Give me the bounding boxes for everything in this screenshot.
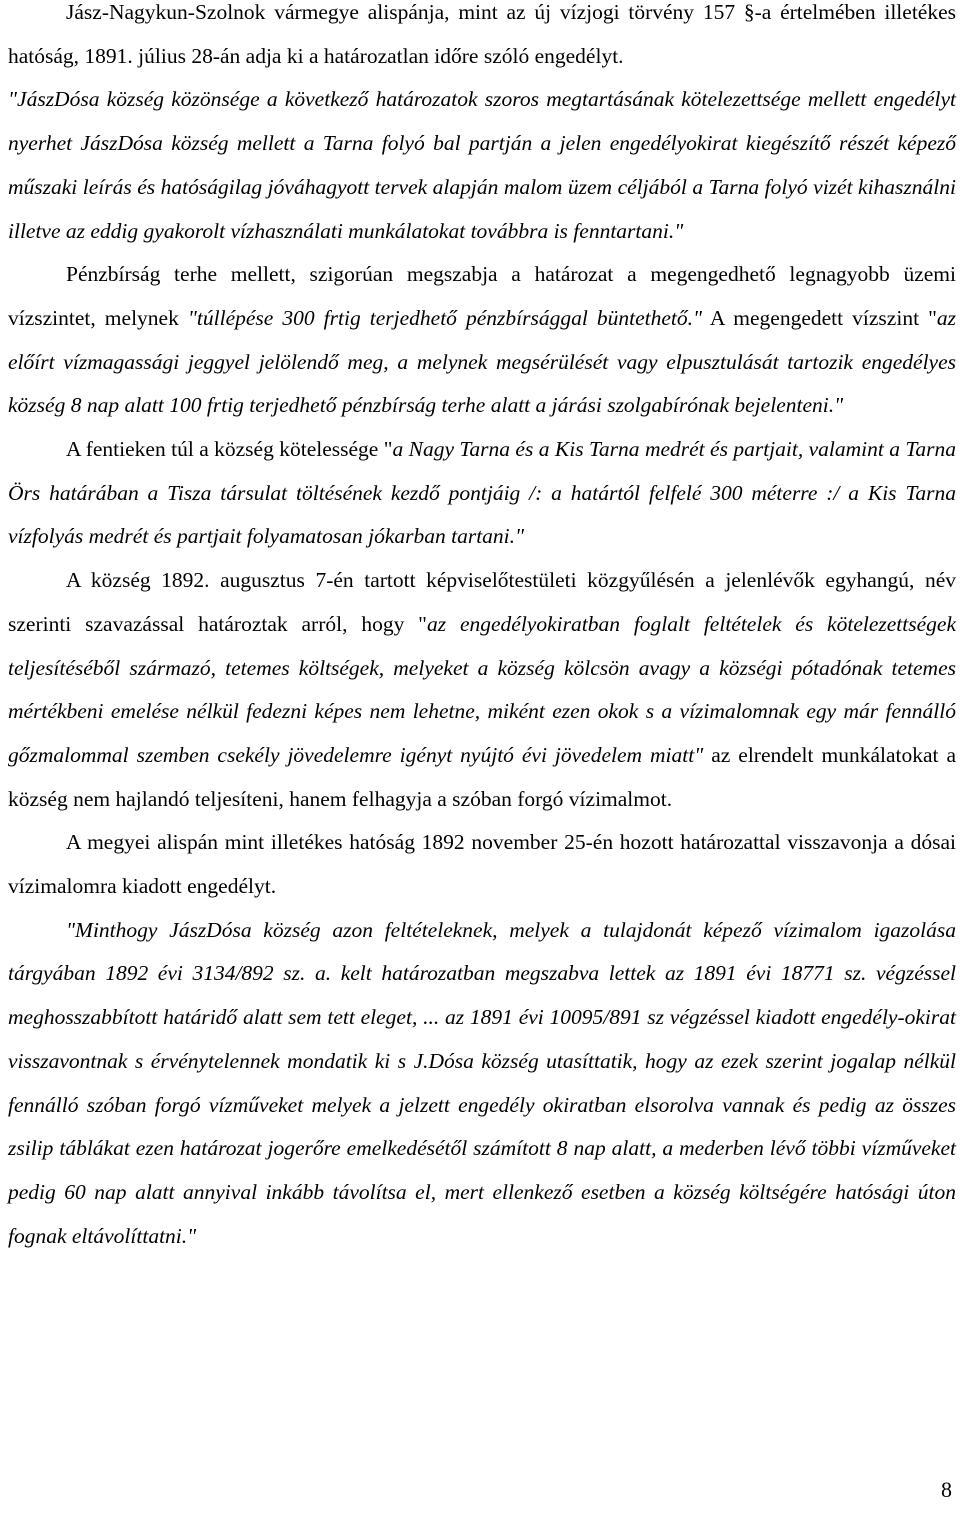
- paragraph-segment: az engedélyokiratban foglalt feltételek és kötelezettségek teljesítéséből származó, tetemes költségek, melyeket a község kölcsön avagy a községi pótadónak tetemes mértékbeni emelése nélkül fedezni képes nem lehetne, miként ezen okok s a vízimalomnak egy már fennálló gőzmalommal szemben csekély jövedelemre igényt nyújtó évi jövedelem miatt": [8, 611, 956, 767]
- paragraph-segment: "Minthogy JászDósa község azon feltételeknek, melyek a tulajdonát képező vízimalom igazolása tárgyában 1892 évi 3134/892 sz. a. kelt határozatban megszabva lettek az 1891 évi 18771 sz.: [8, 917, 956, 986]
- paragraph-segment: Pénzbírság terhe mellett, szigorúan megszabja a határozat a megengedhető legnagyobb üzemi vízszintet, melynek: [8, 262, 956, 330]
- paragraph-segment: A megengedett vízszint ": [702, 305, 937, 330]
- paragraph-segment: a Nagy Tarna és a Kis Tarna medrét és partjait, valamint a Tarna Örs határában a Tisza társulat töltésének kezdő pontjáig /: a határtól felfelé 300 méterre :/ a Kis Tarna vízfolyás medrét és partjait folyamatosan jókarban tartani.": [8, 437, 956, 549]
- paragraph-segment: végzéssel meghosszabbított határidő alatt sem tett eleget, ... az 1891 évi 10095/891 sz végzéssel kiadott engedély-okirat visszavontnak s érvénytelennek mondatik ki s J.Dósa község utasíttatik, hogy az ezek szerint jogalap nélkül fennálló szóban forgó vízműveket melyek a jelzett engedély okiratban elsorolva vannak és pedig az összes zsilip táblákat ezen határozat jogerőre emelkedésétől számított 8 nap alatt, a mederben lévő többi vízműveket pedig 60 nap alatt annyival inkább távolítsa el, mert ellenkező esetben a község költségére hatósági úton fognak eltávolíttatni.": [8, 961, 956, 1248]
- paragraph-p6: [8, 821, 956, 908]
- paragraph-p2: [8, 78, 956, 253]
- paragraph-p3: [8, 253, 956, 428]
- document-page: [8, 0, 956, 1258]
- paragraph-segment: Jász-Nagykun-Szolnok vármegye alispánja, mint az új vízjogi törvény 157 §-a értelmében illetékes hatóság, 1891. július 28-án adja ki a határozatlan időre szóló engedélyt.: [8, 0, 956, 68]
- body-text: [8, 0, 956, 1258]
- paragraph-p7: [8, 909, 956, 1259]
- paragraph-segment: az elrendelt munkálatokat a község nem hajlandó teljesíteni, hanem felhagyja a szóban forgó vízimalmot.: [8, 742, 957, 811]
- paragraph-p1: [8, 0, 956, 78]
- paragraph-segment: "túllépése 300 frtig terjedhető pénzbírsággal büntethető.": [187, 305, 703, 330]
- paragraph-segment: A község 1892. augusztus 7-én tartott képviselőtestületi közgyűlésén a jelenlévők egyhangú, név szerinti szavazással határoztak arról, hogy ": [8, 568, 956, 636]
- paragraph-segment: A fentieken túl a község kötelessége ": [66, 437, 393, 462]
- paragraph-segment: "JászDósa község közönsége a következő határozatok szoros megtartásának kötelezettsége mellett engedélyt nyerhet JászDósa község mellett a Tarna folyó bal partján a jelen engedélyokirat kiegészítő részét képező műszaki leírás és hatóságilag jóváhagyott tervek alapján malom üzem céljából a Tarna folyó vizét kihasználni illetve az eddig gyakorolt vízhasználati munkálatokat továbbra is fenntartani.": [8, 87, 956, 243]
- paragraph-segment: az előírt vízmagassági jeggyel jelölendő meg, a melynek megsérülését vagy elpusztulását tartozik engedélyes község 8 nap alatt 100 frtig terjedhető pénzbírság terhe alatt a járási szolgabírónak bejelenteni.": [8, 305, 956, 418]
- paragraph-segment: A megyei alispán mint illetékes hatóság 1892 november 25-én hozott határozattal visszavonja a dósai vízimalomra kiadott engedélyt.: [8, 830, 956, 899]
- page-number: 8: [941, 1477, 952, 1502]
- paragraph-p4: [8, 428, 956, 559]
- paragraph-p5: [8, 559, 956, 821]
